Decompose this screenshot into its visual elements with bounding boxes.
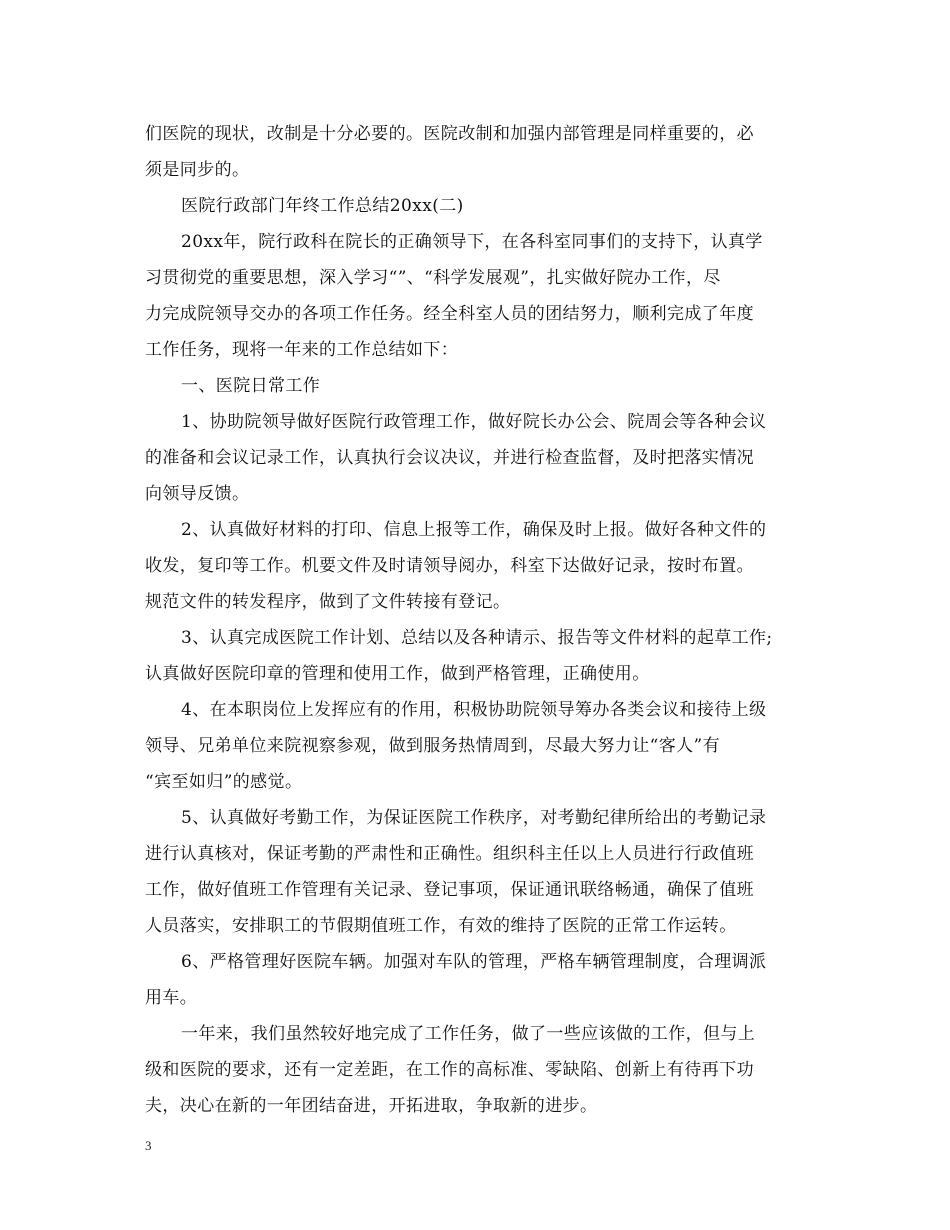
section-title xyxy=(145,188,813,224)
text-line: 医院行政部门年终工作总结20xx(二) xyxy=(181,196,464,216)
text-line: 1、协助院领导做好医院行政管理工作，做好院长办公会、院周会等各种会议 xyxy=(181,412,767,432)
paragraph xyxy=(145,512,813,620)
text-line: 的准备和会议记录工作，认真执行会议决议，并进行检查监督，及时把落实情况 xyxy=(145,448,754,468)
paragraph xyxy=(145,116,813,188)
text-line: 领导、兄弟单位来院视察参观，做到服务热情周到，尽最大努力让“客人”有 xyxy=(145,736,720,756)
paragraph xyxy=(145,944,813,1016)
text-line: 们医院的现状，改制是十分必要的。医院改制和加强内部管理是同样重要的，必 xyxy=(145,124,754,144)
paragraph xyxy=(145,620,813,692)
paragraph xyxy=(145,224,813,368)
text-line: 级和医院的要求，还有一定差距，在工作的高标准、零缺陷、创新上有待再下功 xyxy=(145,1060,754,1080)
text-line: 人员落实，安排职工的节假期值班工作，有效的维持了医院的正常工作运转。 xyxy=(145,916,737,936)
text-line: 力完成院领导交办的各项工作任务。经全科室人员的团结努力，顺利完成了年度 xyxy=(145,304,754,324)
text-line: 一、医院日常工作 xyxy=(181,376,321,396)
text-line: 3、认真完成医院工作计划、总结以及各种请示、报告等文件材料的起草工作; xyxy=(181,628,773,648)
text-line: 6、严格管理好医院车辆。加强对车队的管理，严格车辆管理制度，合理调派 xyxy=(181,952,767,972)
text-line: 一年来，我们虽然较好地完成了工作任务，做了一些应该做的工作，但与上 xyxy=(181,1024,756,1044)
text-line: 5、认真做好考勤工作，为保证医院工作秩序，对考勤纪律所给出的考勤记录 xyxy=(181,808,767,828)
text-line: 夫，决心在新的一年团结奋进，开拓进取，争取新的进步。 xyxy=(145,1096,598,1116)
text-line: 工作，做好值班工作管理有关记录、登记事项，保证通讯联络畅通，确保了值班 xyxy=(145,880,754,900)
paragraph xyxy=(145,1016,813,1124)
paragraph xyxy=(145,800,813,944)
document-body xyxy=(145,116,813,1124)
text-line: 4、在本职岗位上发挥应有的作用，积极协助院领导筹办各类会议和接待上级 xyxy=(181,700,767,720)
text-line: 收发，复印等工作。机要文件及时请领导阅办，科室下达做好记录，按时布置。 xyxy=(145,556,754,576)
text-line: 工作任务，现将一年来的工作总结如下： xyxy=(145,340,459,360)
text-line: 认真做好医院印章的管理和使用工作，做到严格管理，正确使用。 xyxy=(145,664,650,684)
text-line: 规范文件的转发程序，做到了文件转接有登记。 xyxy=(145,592,511,612)
text-line: “宾至如归”的感觉。 xyxy=(145,772,303,792)
text-line: 进行认真核对，保证考勤的严肃性和正确性。组织科主任以上人员进行行政值班 xyxy=(145,844,754,864)
paragraph xyxy=(145,404,813,512)
text-line: 用车。 xyxy=(145,988,198,1008)
text-line: 20xx年，院行政科在院长的正确领导下，在各科室同事们的支持下，认真学 xyxy=(181,232,763,252)
section-heading xyxy=(145,368,813,404)
text-line: 习贯彻党的重要思想，深入学习“”、“科学发展观”，扎实做好院办工作，尽 xyxy=(145,268,721,288)
text-line: 向领导反馈。 xyxy=(145,484,250,504)
text-line: 2、认真做好材料的打印、信息上报等工作，确保及时上报。做好各种文件的 xyxy=(181,520,767,540)
paragraph xyxy=(145,692,813,800)
text-line: 须是同步的。 xyxy=(145,160,250,180)
page-number: 3 xyxy=(145,1138,152,1153)
